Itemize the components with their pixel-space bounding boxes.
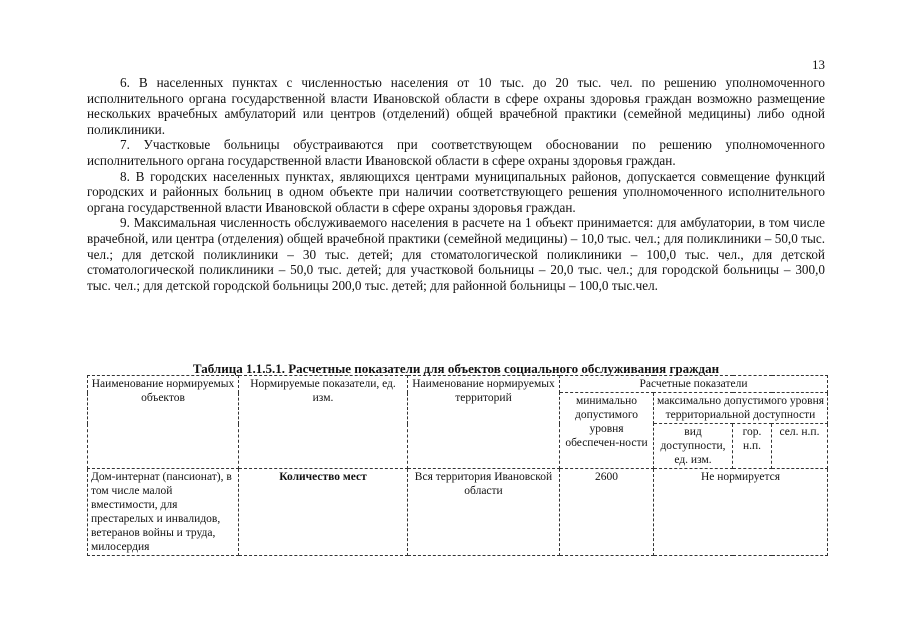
body-text: [87, 75, 825, 293]
cell-indicator: Количество мест: [239, 469, 408, 556]
cell-object: Дом-интернат (пансионат), в том числе малой вместимости, для престарелых и инвалидов, ветеранов войны и труда, милосердия: [88, 469, 239, 556]
cell-min-level: 2600: [560, 469, 654, 556]
header-norm-indicators: Нормируемые показатели, ед. изм.: [239, 376, 408, 469]
header-max-accessibility: максимально допустимого уровня территориальной доступности: [654, 393, 828, 424]
header-object-name: Наименование нормируемых объектов: [88, 376, 239, 469]
paragraph-9: 9. Максимальная численность обслуживаемого населения в расчете на 1 объект принимается: для амбулатории, в том числе врачебной, или центра (отделения) общей врачебной практики (семейной медицины) – 10,0 тыс. чел.; для поликлиники – 50,0 тыс. чел.; для детской поликлиники – 30 тыс. детей; для стоматологической поликлиники – 100,0 тыс. чел., для детской стоматологической поликлиники – 50,0 тыс. детей; для участковой больницы – 20,0 тыс. чел.; для городской больницы – 300,0 тыс. чел.; для детской городской больницы 200,0 тыс. детей; для районной больницы – 100,0 тыс.чел.: [87, 215, 825, 293]
cell-territory: Вся территория Ивановской области: [408, 469, 560, 556]
paragraph-8: 8. В городских населенных пунктах, являющихся центрами муниципальных районов, допускается совмещение функций городских и районных больниц в одном объекте при наличии соответствующего решения уполномоченного исполнительного органа государственной власти Ивановской области в сфере охраны здоровья граждан.: [87, 168, 825, 215]
header-urban: гор. н.п.: [733, 424, 772, 469]
paragraph-7: 7. Участковые больницы обустраиваются при соответствующем обосновании по решению уполномоченного исполнительного органа государственной власти Ивановской области в сфере охраны здоровья граждан.: [87, 137, 825, 168]
paragraph-6: 6. В населенных пунктах с численностью населения от 10 тыс. до 20 тыс. чел. по решению уполномоченного исполнительного органа государственной власти Ивановской области в сфере охраны здоровья граждан возможно размещение нескольких врачебных амбулаторий или центров (отделений) общей врачебной практики (семейной медицины) либо одной поликлиники.: [87, 75, 825, 137]
header-min-level: минимально допустимого уровня обеспечен-ности: [560, 393, 654, 469]
header-access-type: вид доступности, ед. изм.: [654, 424, 733, 469]
cell-max-access: Не нормируется: [654, 469, 828, 556]
page-number: 13: [812, 57, 825, 72]
header-territory-name: Наименование нормируемых территорий: [408, 376, 560, 469]
header-rural: сел. н.п.: [772, 424, 828, 469]
header-calculated-indicators: Расчетные показатели: [560, 376, 828, 393]
table-caption: Таблица 1.1.5.1. Расчетные показатели для объектов социального обслуживания граждан: [192, 361, 720, 376]
norms-table: [87, 375, 828, 556]
table-row: [88, 469, 828, 556]
